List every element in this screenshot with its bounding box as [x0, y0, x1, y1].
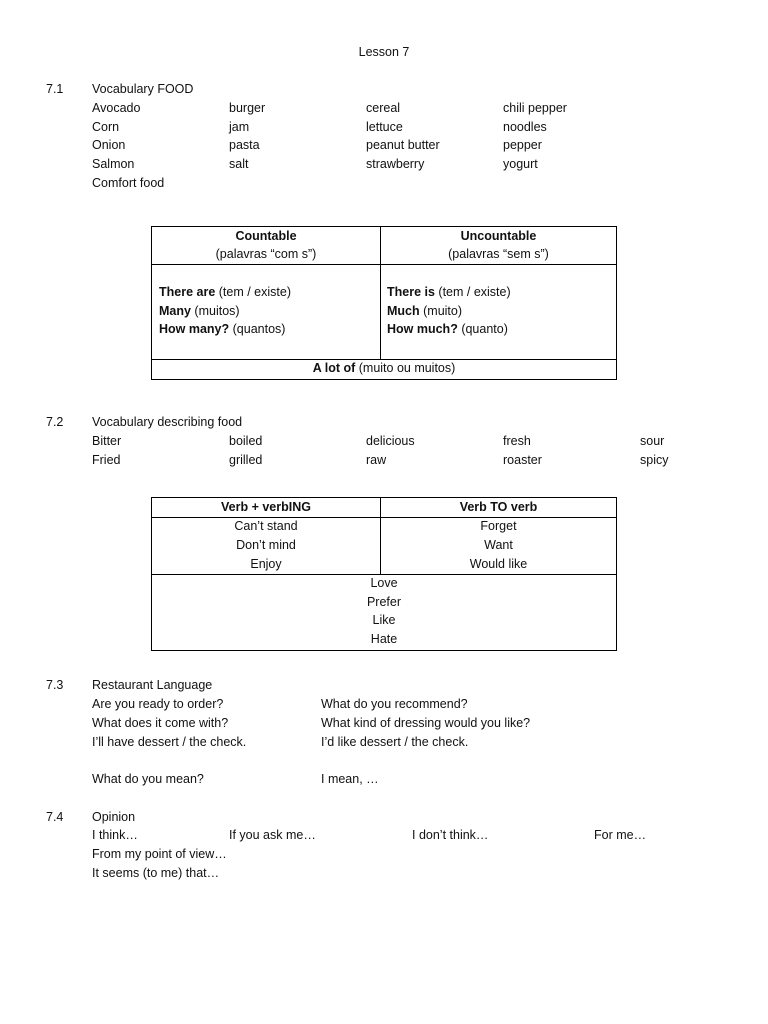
verb-pattern-table — [151, 497, 617, 651]
table-divider — [152, 264, 616, 265]
verb-both-item: Prefer — [366, 595, 402, 609]
section-number-7-3: 7.3 — [46, 678, 64, 692]
opinion-phrase: For me… — [594, 828, 647, 842]
uncountable-subheader: (palavras “sem s”) — [448, 247, 549, 261]
vocab-word: salt — [229, 157, 249, 171]
vocab-word: cereal — [366, 101, 401, 115]
verb-to-item: Would like — [469, 557, 528, 571]
opinion-phrase: If you ask me… — [229, 828, 316, 842]
verb-to-header: Verb TO verb — [459, 500, 538, 514]
vocab-word: pasta — [229, 138, 260, 152]
countable-rule: How many? (quantos) — [159, 322, 286, 336]
phrase: I’d like dessert / the check. — [321, 735, 469, 749]
opinion-phrase: I think… — [92, 828, 138, 842]
vocab-word: sour — [640, 434, 665, 448]
verb-both-item: Hate — [370, 632, 398, 646]
phrase: Are you ready to order? — [92, 697, 224, 711]
phrase: I’ll have dessert / the check. — [92, 735, 247, 749]
vocab-word: roaster — [503, 453, 542, 467]
section-heading-7-2: Vocabulary describing food — [92, 415, 243, 429]
verb-ing-item: Don’t mind — [236, 538, 296, 552]
uncountable-header: Uncountable — [460, 229, 537, 243]
section-heading-7-3: Restaurant Language — [92, 678, 213, 692]
vocab-word: Corn — [92, 120, 120, 134]
vocab-word: lettuce — [366, 120, 403, 134]
uncountable-rule: There is (tem / existe) — [387, 285, 511, 299]
vocab-word: spicy — [640, 453, 669, 467]
vocab-word: pepper — [503, 138, 542, 152]
vocab-word: noodles — [503, 120, 547, 134]
countable-subheader: (palavras “com s”) — [215, 247, 317, 261]
vocab-word: burger — [229, 101, 266, 115]
opinion-phrase: I don’t think… — [412, 828, 489, 842]
section-number-7-2: 7.2 — [46, 415, 64, 429]
phrase: What kind of dressing would you like? — [321, 716, 531, 730]
uncountable-rule: How much? (quanto) — [387, 322, 508, 336]
countable-rule: There are (tem / existe) — [159, 285, 291, 299]
phrase: What do you mean? — [92, 772, 204, 786]
vocab-word: Onion — [92, 138, 126, 152]
verb-to-item: Forget — [480, 519, 517, 533]
vocab-word: boiled — [229, 434, 263, 448]
section-number-7-4: 7.4 — [46, 810, 64, 824]
section-number-7-1: 7.1 — [46, 82, 64, 96]
vocab-word: Avocado — [92, 101, 141, 115]
table-footer: A lot of (muito ou muitos) — [312, 361, 456, 375]
page-title: Lesson 7 — [358, 45, 410, 59]
vocab-word: fresh — [503, 434, 531, 448]
verb-both-item: Love — [370, 576, 398, 590]
opinion-phrase: From my point of view… — [92, 847, 227, 861]
countable-rule: Many (muitos) — [159, 304, 240, 318]
opinion-phrase: It seems (to me) that… — [92, 866, 220, 880]
vocab-word: peanut butter — [366, 138, 440, 152]
vocab-word: Bitter — [92, 434, 122, 448]
section-heading-7-1: Vocabulary FOOD — [92, 82, 194, 96]
section-heading-7-4: Opinion — [92, 810, 136, 824]
vocab-word: jam — [229, 120, 250, 134]
verb-both-item: Like — [372, 613, 396, 627]
verb-to-item: Want — [484, 538, 513, 552]
vocab-word: delicious — [366, 434, 415, 448]
phrase: I mean, … — [321, 772, 379, 786]
vocab-word: Fried — [92, 453, 121, 467]
vocab-word: chili pepper — [503, 101, 567, 115]
vocab-word: Comfort food — [92, 176, 165, 190]
countable-table — [151, 226, 617, 380]
phrase: What do you recommend? — [321, 697, 468, 711]
countable-header: Countable — [235, 229, 297, 243]
vocab-word: yogurt — [503, 157, 538, 171]
vocab-word: strawberry — [366, 157, 425, 171]
verb-ing-item: Can’t stand — [234, 519, 298, 533]
verb-ing-item: Enjoy — [250, 557, 282, 571]
vocab-word: Salmon — [92, 157, 135, 171]
uncountable-rule: Much (muito) — [387, 304, 463, 318]
vocab-word: raw — [366, 453, 387, 467]
vocab-word: grilled — [229, 453, 263, 467]
phrase: What does it come with? — [92, 716, 229, 730]
verb-ing-header: Verb + verbING — [221, 500, 311, 514]
